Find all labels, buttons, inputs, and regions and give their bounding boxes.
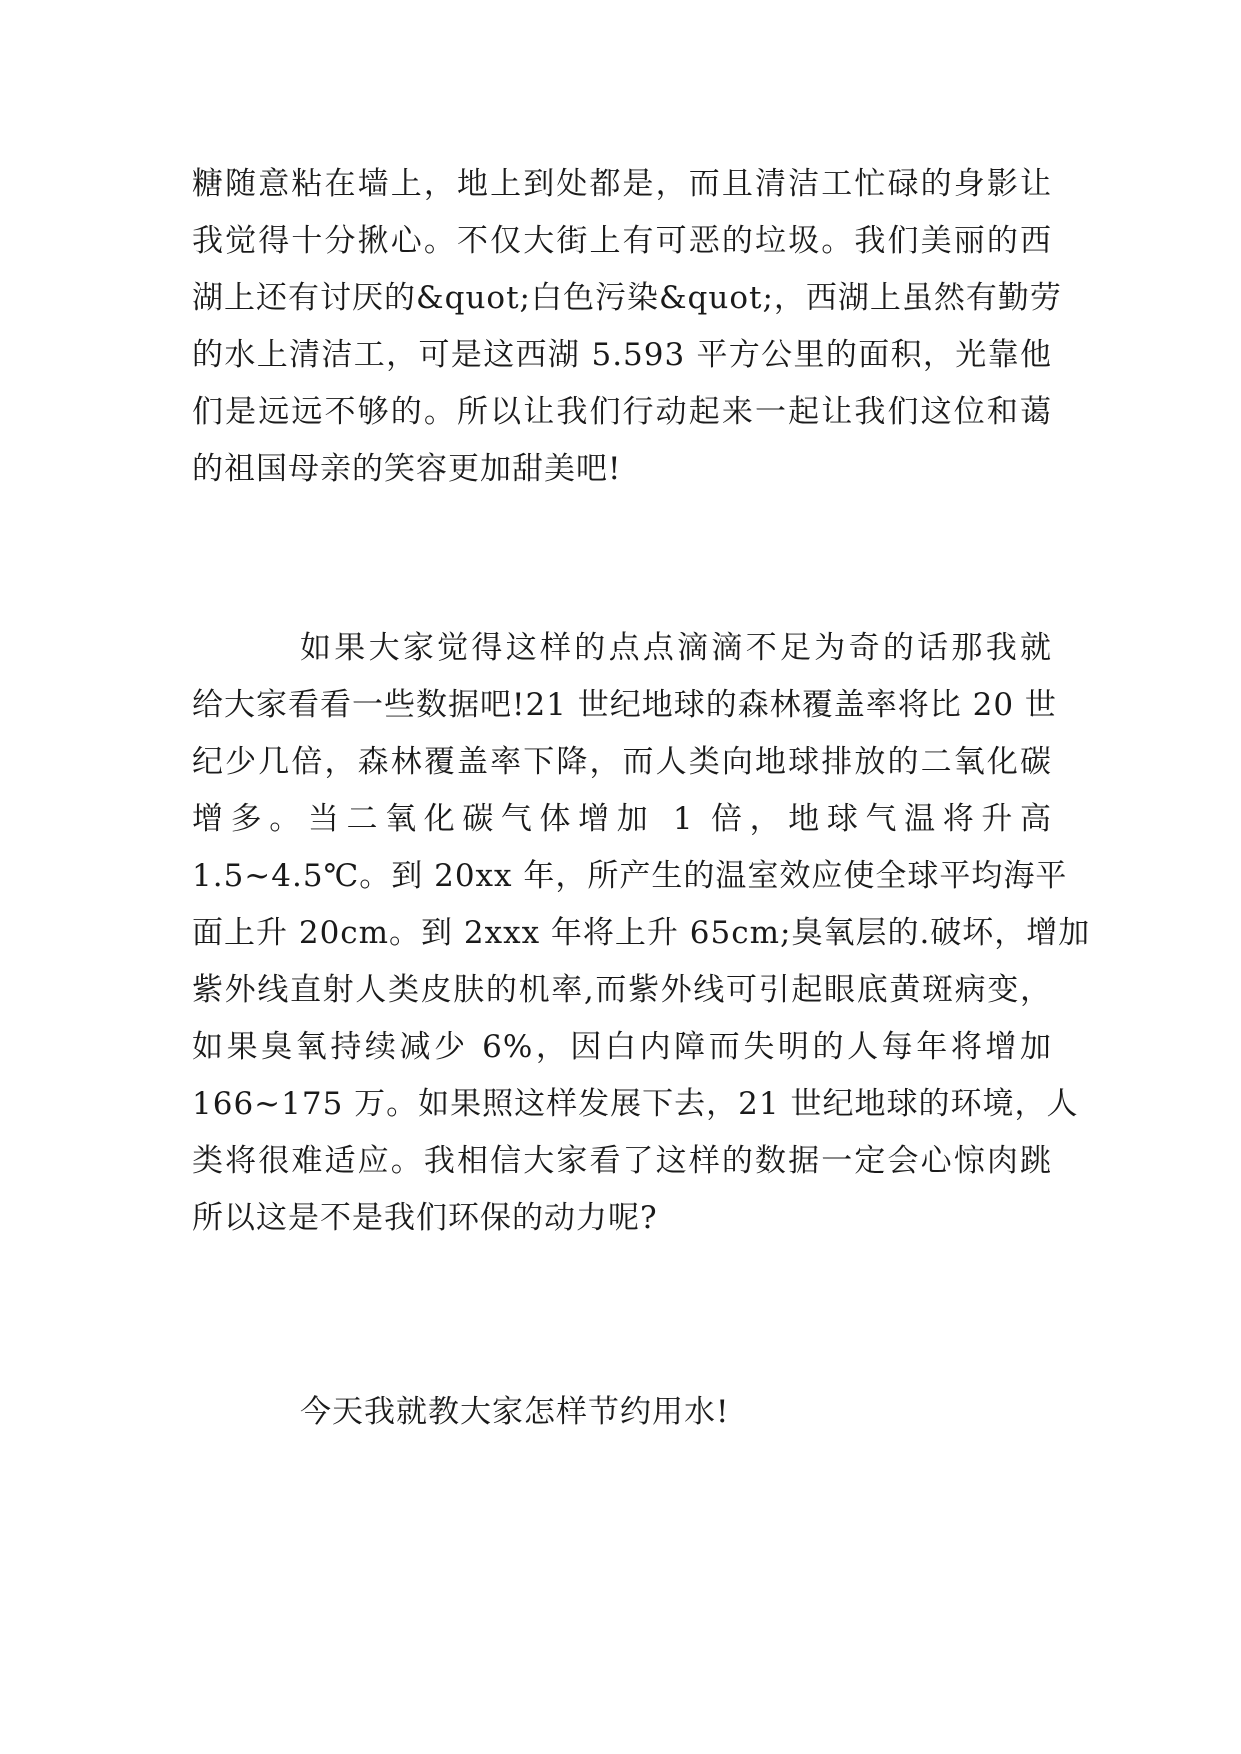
paragraph-litter bbox=[192, 156, 1062, 498]
text-line: 面上升 20cm。到 2xxx 年将上升 65cm;臭氧层的.破坏，增加 bbox=[192, 915, 1091, 951]
text-line: 糖随意粘在墙上，地上到处都是，而且清洁工忙碌的身影让 bbox=[192, 166, 1052, 202]
text-line: 紫外线直射人类皮肤的机率,而紫外线可引起眼底黄斑病变， bbox=[192, 972, 1052, 1008]
text-line: 如果大家觉得这样的点点滴滴不足为奇的话那我就 bbox=[300, 630, 1052, 666]
text-line: 湖上还有讨厌的&quot;白色污染&quot;，西湖上虽然有勤劳 bbox=[192, 280, 1062, 316]
text-line: 我觉得十分揪心。不仅大街上有可恶的垃圾。我们美丽的西 bbox=[192, 223, 1052, 259]
paragraph-data bbox=[192, 620, 1091, 1247]
text-line: 们是远远不够的。所以让我们行动起来一起让我们这位和蔼 bbox=[192, 394, 1052, 430]
text-line: 今天我就教大家怎样节约用水! bbox=[300, 1394, 730, 1430]
text-line: 给大家看看一些数据吧!21 世纪地球的森林覆盖率将比 20 世 bbox=[192, 687, 1057, 723]
paragraph-water bbox=[192, 1384, 1052, 1441]
text-line: 类将很难适应。我相信大家看了这样的数据一定会心惊肉跳 bbox=[192, 1143, 1052, 1179]
text-line: 如果臭氧持续减少 6%，因白内障而失明的人每年将增加 bbox=[192, 1029, 1052, 1065]
text-line: 1.5~4.5℃。到 20xx 年，所产生的温室效应使全球平均海平 bbox=[192, 858, 1068, 894]
text-line: 166~175 万。如果照这样发展下去，21 世纪地球的环境，人 bbox=[192, 1086, 1079, 1122]
text-line: 纪少几倍，森林覆盖率下降，而人类向地球排放的二氧化碳 bbox=[192, 744, 1052, 780]
text-line: 增多。当二氧化碳气体增加 1 倍，地球气温将升高 bbox=[192, 801, 1052, 837]
text-line: 的祖国母亲的笑容更加甜美吧! bbox=[192, 451, 622, 487]
text-line: 所以这是不是我们环保的动力呢? bbox=[192, 1200, 658, 1236]
text-line: 的水上清洁工，可是这西湖 5.593 平方公里的面积，光靠他 bbox=[192, 337, 1052, 373]
